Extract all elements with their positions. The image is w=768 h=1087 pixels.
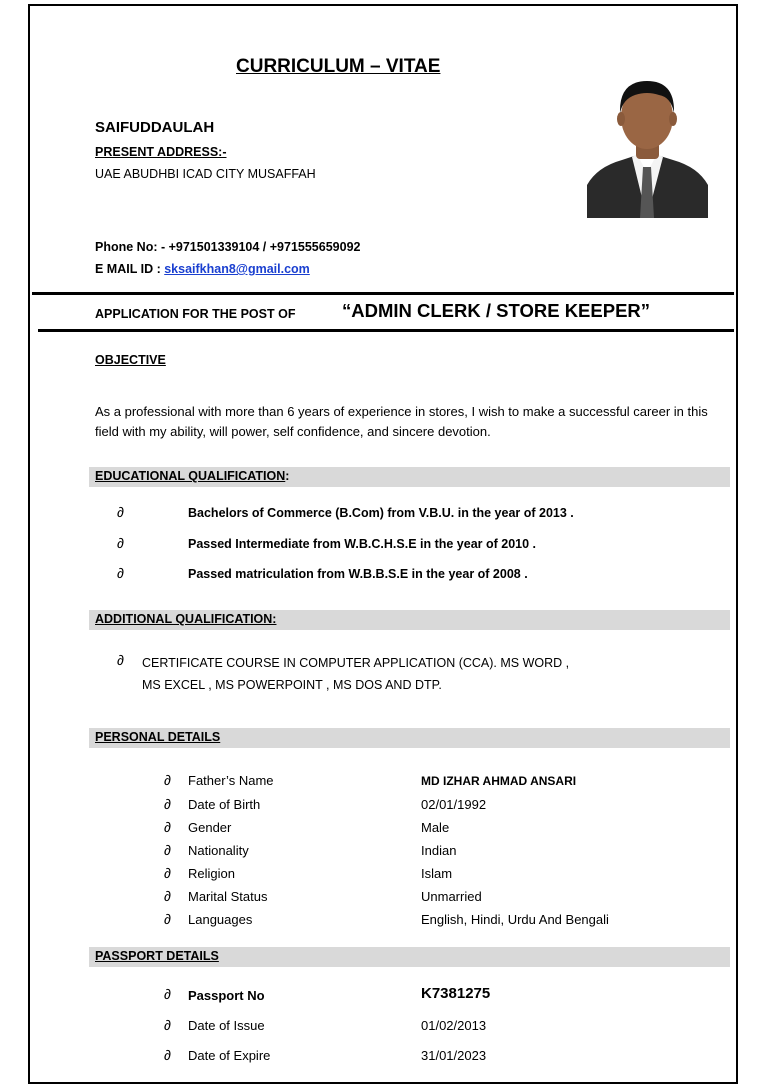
passport-heading: PASSPORT DETAILS: [95, 949, 219, 963]
bullet-icon: ∂: [164, 842, 171, 858]
personal-heading: PERSONAL DETAILS: [95, 730, 221, 744]
education-section-bar: [89, 467, 730, 487]
bullet-icon: ∂: [164, 796, 171, 812]
bullet-icon: ∂: [164, 1047, 171, 1063]
personal-value-dob: 02/01/1992: [421, 797, 487, 812]
passport-label-number: Passport No: [188, 988, 265, 1003]
passport-value-expire: 31/01/2023: [421, 1048, 487, 1063]
personal-label-gender: Gender: [188, 820, 232, 835]
personal-label-dob: Date of Birth: [188, 797, 261, 812]
personal-label-languages: Languages: [188, 912, 253, 927]
address-value: UAE ABUDHBI ICAD CITY MUSAFFAH: [95, 167, 316, 181]
bullet-icon: ∂: [117, 652, 124, 668]
personal-label-religion: Religion: [188, 866, 235, 881]
objective-text: As a professional with more than 6 years of experience in stores, I wish to make a successful career in this field with my ability, will power, self confidence, and sincere devotion.: [95, 404, 708, 439]
passport-value-number: K7381275: [421, 985, 491, 1002]
personal-value-nationality: Indian: [421, 843, 457, 858]
personal-value-religion: Islam: [421, 866, 453, 881]
passport-section-bar: [89, 947, 730, 967]
bullet-icon: ∂: [164, 1017, 171, 1033]
profile-photo: [587, 75, 708, 218]
personal-value-marital-status: Unmarried: [421, 889, 482, 904]
education-item: Passed matriculation from W.B.B.S.E in the year of 2008 .: [188, 567, 528, 581]
personal-label-fathers-name: Father’s Name: [188, 773, 274, 788]
personal-value-languages: English, Hindi, Urdu And Bengali: [421, 912, 609, 927]
education-item: Passed Intermediate from W.B.C.H.S.E in the year of 2010 .: [188, 537, 537, 551]
additional-section-bar: [89, 610, 730, 630]
application-post: “ADMIN CLERK / STORE KEEPER”: [342, 300, 651, 321]
additional-line-2: MS EXCEL , MS POWERPOINT , MS DOS AND DTP.: [142, 678, 442, 692]
bullet-icon: ∂: [164, 772, 171, 788]
education-heading: EDUCATIONAL QUALIFICATION:: [95, 469, 290, 483]
application-label: APPLICATION FOR THE POST OF: [95, 307, 296, 321]
bullet-icon: ∂: [164, 865, 171, 881]
email-link[interactable]: sksaifkhan8@gmail.com: [164, 262, 310, 276]
bullet-icon: ∂: [164, 911, 171, 927]
email-line: [95, 262, 310, 276]
personal-label-nationality: Nationality: [188, 843, 249, 858]
candidate-name: SAIFUDDAULAH: [95, 119, 215, 136]
bullet-icon: ∂: [117, 565, 124, 581]
application-divider: [38, 329, 734, 332]
email-label: E MAIL ID :: [95, 262, 165, 276]
address-label: PRESENT ADDRESS:-: [95, 145, 227, 159]
passport-value-issue: 01/02/2013: [421, 1018, 487, 1033]
education-item: Bachelors of Commerce (B.Com) from V.B.U. in the year of 2013 .: [188, 506, 574, 520]
additional-heading: ADDITIONAL QUALIFICATION:: [95, 612, 277, 626]
personal-value-fathers-name: MD IZHAR AHMAD ANSARI: [421, 774, 577, 788]
header-divider: [32, 292, 734, 295]
phone-number: Phone No: - +971501339104 / +971555659092: [95, 240, 361, 254]
additional-line-1: CERTIFICATE COURSE IN COMPUTER APPLICATION (CCA). MS WORD ,: [142, 656, 570, 670]
bullet-icon: ∂: [117, 504, 124, 520]
additional-qualification-text: [142, 652, 569, 696]
personal-value-gender: Male: [421, 820, 450, 835]
personal-section-bar: [89, 728, 730, 748]
bullet-icon: ∂: [164, 819, 171, 835]
page-title: CURRICULUM – VITAE: [236, 56, 441, 77]
bullet-icon: ∂: [164, 986, 171, 1002]
personal-label-marital-status: Marital Status: [188, 889, 268, 904]
passport-label-issue: Date of Issue: [188, 1018, 265, 1033]
bullet-icon: ∂: [164, 888, 171, 904]
objective-heading: OBJECTIVE: [95, 353, 166, 367]
passport-label-expire: Date of Expire: [188, 1048, 271, 1063]
bullet-icon: ∂: [117, 535, 124, 551]
